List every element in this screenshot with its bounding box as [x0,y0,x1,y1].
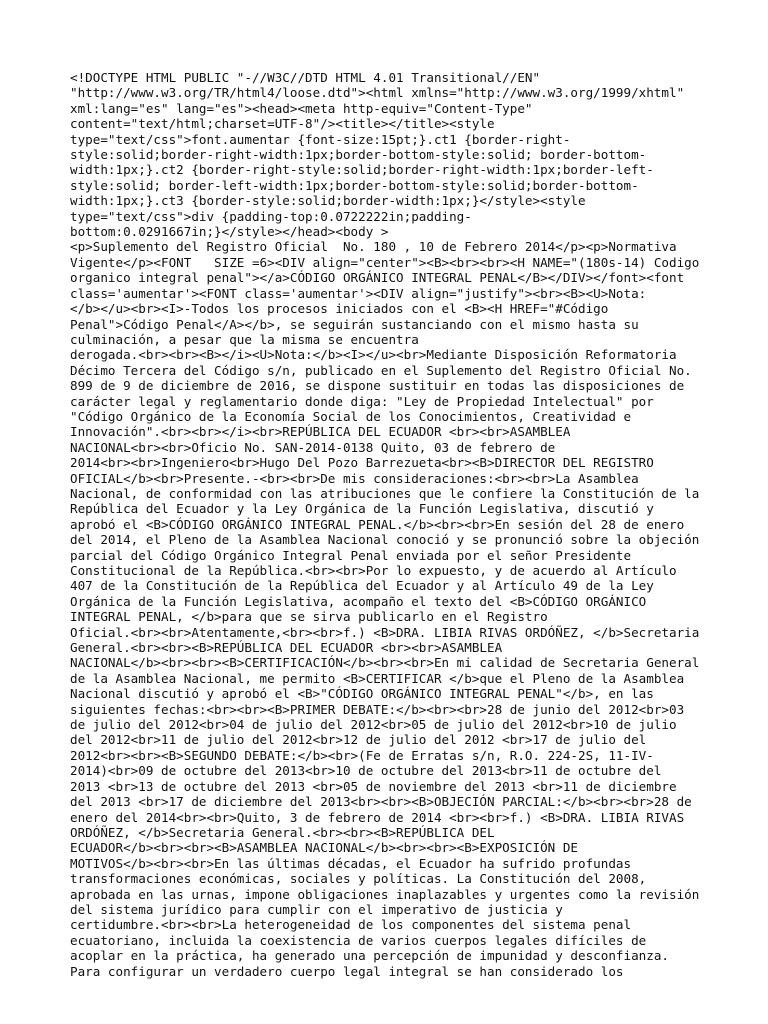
text-line: enero del 2014<br><br>Quito, 3 de febrero de 2014 <br><br>f.) <B>DRA. LIBIA RIVAS [70,809,685,825]
text-line: INTEGRAL PENAL, </b>para que se sirva publicarlo en el Registro [70,609,548,625]
text-line: </b></u><br><I>-Todos los procesos iniciados con el <B><H HREF="#Código [70,301,609,317]
text-line: del sistema jurídico para cumplir con el imperativo de justicia y [70,901,563,917]
text-line: Nacional, de conformidad con las atribuciones que le confiere la Constitución de la [70,485,700,501]
text-line: certidumbre.<br><br>La heterogeneidad de los componentes del sistema penal [70,917,632,933]
text-line: del 2014, el Pleno de la Asamblea Nacional conoció y se pronunció sobre la objeción [70,532,700,548]
text-line: <p>Suplemento del Registro Oficial No. 180 , 10 de Febrero 2014</p><p>Normativa [70,239,677,255]
text-line: 899 de 9 de diciembre de 2016, se dispone sustituir en todas las disposiciones de [70,378,685,394]
text-line: <!DOCTYPE HTML PUBLIC "-//W3C//DTD HTML 4.01 Transitional//EN" [70,70,541,85]
text-line: Décimo Tercera del Código s/n, publicado en el Suplemento del Registro Oficial No. [70,362,692,378]
text-line: del 2013 <br>17 de diciembre del 2013<br><br><B>OBJECIÓN PARCIAL:</b><br><br>28 de [70,794,692,810]
text-line: Nacional discutió y aprobó el <B>"CÓDIGO ORGÁNICO INTEGRAL PENAL"</b>, en las [70,686,654,702]
text-line: aprobada en las urnas, impone obligaciones inaplazables y urgentes como la revisión [70,886,700,902]
text-line: content="text/html;charset=UTF-8"/><title></title><style [70,116,495,132]
text-line: Orgánica de la Función Legislativa, acompaño el texto del <B>CÓDIGO ORGÁNICO [70,593,647,609]
text-line: MOTIVOS</b><br><br>En las últimas décadas, el Ecuador ha sufrido profundas [70,855,632,871]
text-line: Innovación".<br><br></i><br>REPÚBLICA DEL ECUADOR <br><br>ASAMBLEA [70,424,571,440]
text-line: 2012<br><br><B>SEGUNDO DEBATE:</b><br>(Fe de Erratas s/n, R.O. 224-2S, 11-IV- [70,747,654,763]
text-line: style:solid;border-right-width:1px;border-bottom-style:solid; border-bottom- [70,147,647,163]
text-line: type="text/css">div {padding-top:0.0722222in;padding- [70,208,472,224]
text-line: NACIONAL</b><br><br><B>CERTIFICACIÓN</b><br><br>En mi calidad de Secretaria General [70,655,700,671]
text-line: de julio del 2012<br>04 de julio del 2012<br>05 de julio del 2012<br>10 de julio [70,717,677,733]
text-line: acoplar en la práctica, ha generado una percepción de impunidad y desconfianza. [70,948,669,964]
text-line: culminación, a pesar que la misma se encuentra [70,331,419,347]
text-line: aprobó el <B>CÓDIGO ORGÁNICO INTEGRAL PENAL.</b><br><br>En sesión del 28 de enero [70,516,685,532]
text-line: carácter legal y reglamentario donde diga: "Ley de Propiedad Intelectual" por [70,393,654,409]
text-line: NACIONAL<br><br>Oficio No. SAN-2014-0138 Quito, 03 de febrero de [70,439,556,455]
text-line: Para configurar un verdadero cuerpo legal integral se han considerado los [70,963,624,979]
text-line: Oficial.<br><br>Atentamente,<br><br>f.) <B>DRA. LIBIA RIVAS ORDÓÑEZ, </b>Secretaria [70,624,700,640]
text-line: class='aumentar'><FONT class='aumentar'><DIV align="justify"><br><B><U>Nota: [70,285,647,301]
text-line: xml:lang="es" lang="es"><head><meta http-equiv="Content-Type" [70,100,533,116]
text-line: OFICIAL</b><br>Presente.-<br><br>De mis consideraciones:<br><br>La Asamblea [70,470,639,486]
text-line: width:1px;}.ct3 {border-style:solid;border-width:1px;}</style><style [70,193,586,209]
text-line: del 2012<br>11 de julio del 2012<br>12 de julio del 2012 <br>17 de julio del [70,732,647,748]
text-line: 407 de la Constitución de la República del Ecuador y al Artículo 49 de la Ley [70,578,654,594]
text-line: Constitucional de la República.<br><br>Por lo expuesto, y de acuerdo al Artículo [70,563,677,578]
text-line: de la Asamblea Nacional, me permito <B>CERTIFICAR </b>que el Pleno de la Asamblea [70,670,685,686]
text-line: bottom:0.0291667in;}</style></head><body > [70,224,389,240]
text-line: style:solid; border-left-width:1px;border-bottom-style:solid;border-bottom- [70,177,639,193]
text-line: width:1px;}.ct2 {border-right-style:solid;border-right-width:1px;border-left- [70,162,654,178]
text-line: derogada.<br><br><B></i><U>Nota:</b><I></u><br>Mediante Disposición Reformatoria [70,347,677,363]
text-line: ecuatoriano, incluida la coexistencia de varios cuerpos legales difíciles de [70,932,647,948]
text-line: 2014<br><br>Ingeniero<br>Hugo Del Pozo Barrezueta<br><B>DIRECTOR DEL REGISTRO [70,455,654,471]
text-line: "http://www.w3.org/TR/html4/loose.dtd"><html xmlns="http://www.w3.org/1999/xhtml" [70,85,685,101]
text-line: ECUADOR</b><br><br><B>ASAMBLEA NACIONAL</b><br><br><B>EXPOSICIÓN DE [70,840,578,856]
text-line: ORDÓÑEZ, </b>Secretaria General.<br><br><B>REPÚBLICA DEL [70,824,495,840]
text-line: transformaciones económicas, sociales y políticas. La Constitución del 2008, [70,871,647,887]
text-line: Penal">Código Penal</A></b>, se seguirán sustanciando con el mismo hasta su [70,316,639,332]
text-line: parcial del Código Orgánico Integral Penal enviada por el señor Presidente [70,547,632,563]
text-line: type="text/css">font.aumentar {font-size:15pt;}.ct1 {border-right- [70,131,571,147]
text-line: 2014)<br>09 de octubre del 2013<br>10 de octubre del 2013<br>11 de octubre del [70,763,662,779]
document-body [70,70,710,979]
text-line: "Código Orgánico de la Economía Social de los Conocimientos, Creatividad e [70,408,632,424]
text-line: Vigente</p><FONT SIZE =6><DIV align="center"><B><br><br><H NAME="(180s-14) Codigo [70,254,700,270]
text-line: 2013 <br>13 de octubre del 2013 <br>05 de noviembre del 2013 <br>11 de diciembre [70,778,677,794]
text-line: organico integral penal"></a>CÓDIGO ORGÁNICO INTEGRAL PENAL</B></DIV></font><font [70,270,685,286]
text-line: General.<br><br><B>REPÚBLICA DEL ECUADOR <br><br>ASAMBLEA [70,640,503,656]
text-line: República del Ecuador y la Ley Orgánica de la Función Legislativa, discutió y [70,501,654,517]
text-line: siguientes fechas:<br><br><B>PRIMER DEBATE:</b><br><br>28 de junio del 2012<br>03 [70,701,685,717]
